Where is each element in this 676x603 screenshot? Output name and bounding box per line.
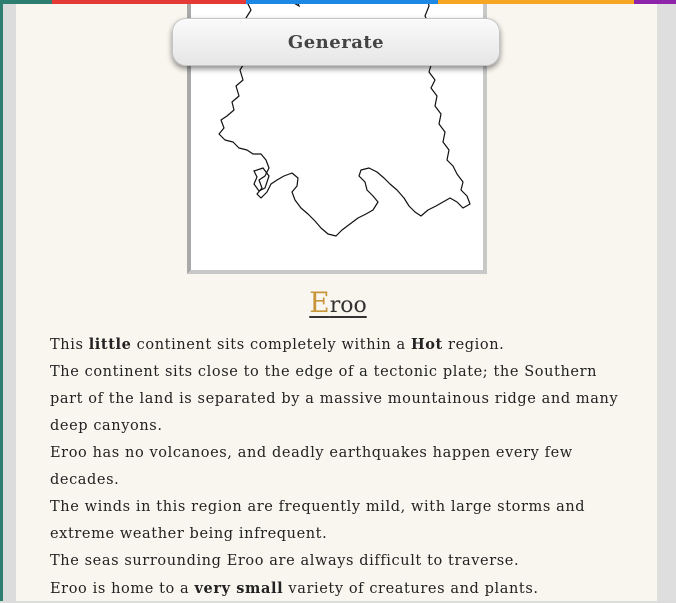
description-seas: The seas surrounding Eroo are always difficult to traverse. [50, 553, 520, 569]
generate-button[interactable]: Generate [172, 18, 500, 66]
stripe-blue [246, 0, 438, 4]
continent-name-initial: E [309, 286, 330, 319]
description-climate: This little continent sits completely within a Hot region. [50, 336, 505, 353]
top-color-stripe [0, 0, 676, 4]
stripe-green [0, 0, 52, 4]
stripe-red [52, 0, 246, 4]
description-winds: The winds in this region are frequently mild, with large storms and extreme weather being infrequent. [50, 499, 586, 542]
continent-name-link[interactable] [309, 286, 367, 319]
stripe-orange [438, 0, 634, 4]
size-keyword: little [88, 336, 132, 353]
continent-title [0, 286, 676, 319]
climate-keyword: Hot [410, 336, 443, 353]
biodiversity-keyword: very small [194, 580, 284, 597]
continent-description [50, 331, 630, 603]
description-seismic: Eroo has no volcanoes, and deadly earthquakes happen every few decades. [50, 445, 573, 488]
continent-name-rest: roo [329, 293, 367, 318]
stripe-purple [634, 0, 676, 4]
description-biodiversity: Eroo is home to a very small variety of creatures and plants. [50, 580, 539, 597]
description-tectonics: The continent sits close to the edge of a tectonic plate; the Southern part of the land is separated by a massive mountainous ridge and many deep canyons. [50, 364, 619, 434]
